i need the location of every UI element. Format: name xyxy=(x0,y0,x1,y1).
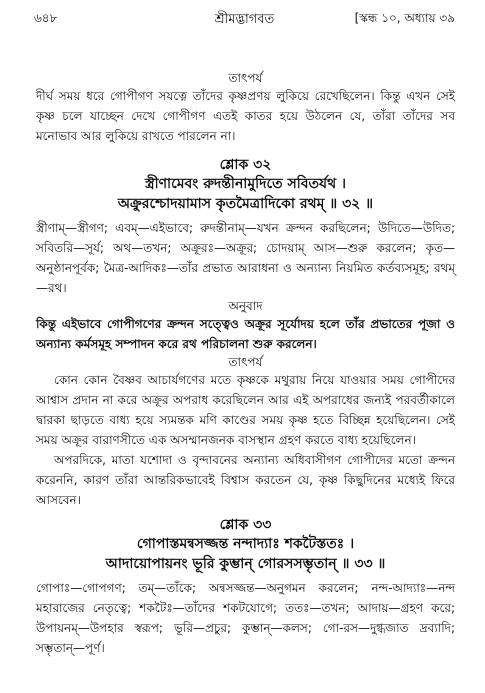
verse-33-synonyms: গোপাঃ—গোপগণ; তম্—তাঁকে; অন্বসজ্জন্ত—অনুগমন করলেন; নন্দ-আদ্যাঃ—নন্দ মহারাজের নেতৃত্বে; শকটৈঃ—তাঁদের শকটযোগে; ততঃ—তখন; আদায়—গ্রহণ করে; উপায়নম্—উপহার স্বরূপ; ভূরি—প্রচুর; কুম্ভান্—কলস; গো-রস—দুগ্ধজাত দ্রব্যাদি; সম্ভৃতান্—পূর্ণ। xyxy=(36,581,455,655)
verse-32-purport-paragraph-2: অপরদিকে, মাতা যশোদা ও বৃন্দাবনের অন্যান্য অধিবাসীগণ গোপীদের মতো ক্রন্দন করেননি, কারণ তাঁরা আন্তরিকভাবেই বিশ্বাস করতেন যে, কৃষ্ণ কিছুদিনের মধ্যেই ফিরে আসবেন। xyxy=(36,453,455,507)
purport-text: দীর্ঘ সময় ধরে গোপীগণ সযত্নে তাঁদের কৃষ্ণপ্রণয় লুকিয়ে রেখেছিলেন। কিন্তু এখন সেই কৃষ্ণ চলে যাচ্ছেন দেখে গোপীগণ এতই কাতর হয়ে উঠলেন যে, তাঁরা তাঁদের সব মনোভাব আর লুকিয়ে রাখতে পারলেন না। xyxy=(36,89,455,143)
page-number: ৬৪৮ xyxy=(34,11,58,25)
page-header xyxy=(34,6,455,30)
verse-33-line-1: গোপাস্তমন্বসজ্জন্ত নন্দাদ্যাঃ শকটৈস্ততঃ । xyxy=(136,536,355,552)
verse-33-title: শ্লোক ৩৩ xyxy=(219,517,272,533)
verse-32-title: শ্লোক ৩২ xyxy=(219,157,272,173)
section-reference: [স্কন্ধ ১০, অধ্যায় ৩৯ xyxy=(354,11,455,25)
verse-32-synonyms: স্ত্রীণাম্—স্ত্রীগণ; এবম্—এইভাবে; রুদন্তীনাম্—যখন ক্রন্দন করছিলেন; উদিতে—উদিত; সবিতরি—সূর্য; অথ—তখন; অক্রূরঃ—অক্রূর; চোদয়াম্ আস—শুরু করলেন; কৃত—অনুষ্ঠানপূর্বক; মৈত্র-আদিকঃ—তাঁর প্রভাত আরাধনা ও অন্যান্য নিয়মিত কর্তব্যসমূহ; রথম্—রথ। xyxy=(36,221,455,295)
purport-heading-2: তাৎপর্য xyxy=(228,355,263,369)
book-title: শ্রীমদ্ভাগবত xyxy=(214,12,275,27)
verse-33-line-2: আদায়োপায়নং ভূরি কুম্ভান্ গোরসসম্ভৃতান্ ॥ ৩৩ ॥ xyxy=(105,556,386,572)
verse-32-purport-paragraph-1: কোন কোন বৈষ্ণব আচার্যগণের মতে কৃষ্ণকে মথুরায় নিয়ে যাওয়ার সময় গোপীদের আশ্বাস প্রদান না করে অক্রূর অপরাধ করেছিলেন আর এই অপরাধের জন্যই পরবর্তীকালে দ্বারকা ছাড়তে বাধ্য হয়ে স্যমন্তক মণি কাণ্ডের সময় কৃষ্ণ হতে বিচ্ছিন্ন হয়েছিলেন। সেই সময় অক্রূর বারাণসীতে এক অসম্মানজনক বাসস্থান গ্রহণ করতে বাধ্য হয়েছিলেন। xyxy=(36,373,455,447)
verse-32-translation: কিন্তু এইভাবে গোপীগণের ক্রন্দন সত্ত্বেও অক্রূর সূর্যোদয় হলে তাঁর প্রভাতের পূজা ও অন্যান্য কর্মসমূহ সম্পাদন করে রথ পরিচালনা শুরু করলেন। xyxy=(36,317,455,351)
verse-32-line-2: অক্রুরশ্চোদয়ামাস কৃতমৈত্রাদিকো রথম্ ॥ ৩২ ॥ xyxy=(117,196,374,212)
purport-heading: তাৎপর্য xyxy=(228,71,263,85)
verse-32-line-1: স্ত্রীণামেবং রুদন্তীনামুদিতে সবিতর্যথ । xyxy=(144,176,347,192)
page-body xyxy=(36,70,455,658)
translation-heading: অনুবাদ xyxy=(228,299,263,313)
